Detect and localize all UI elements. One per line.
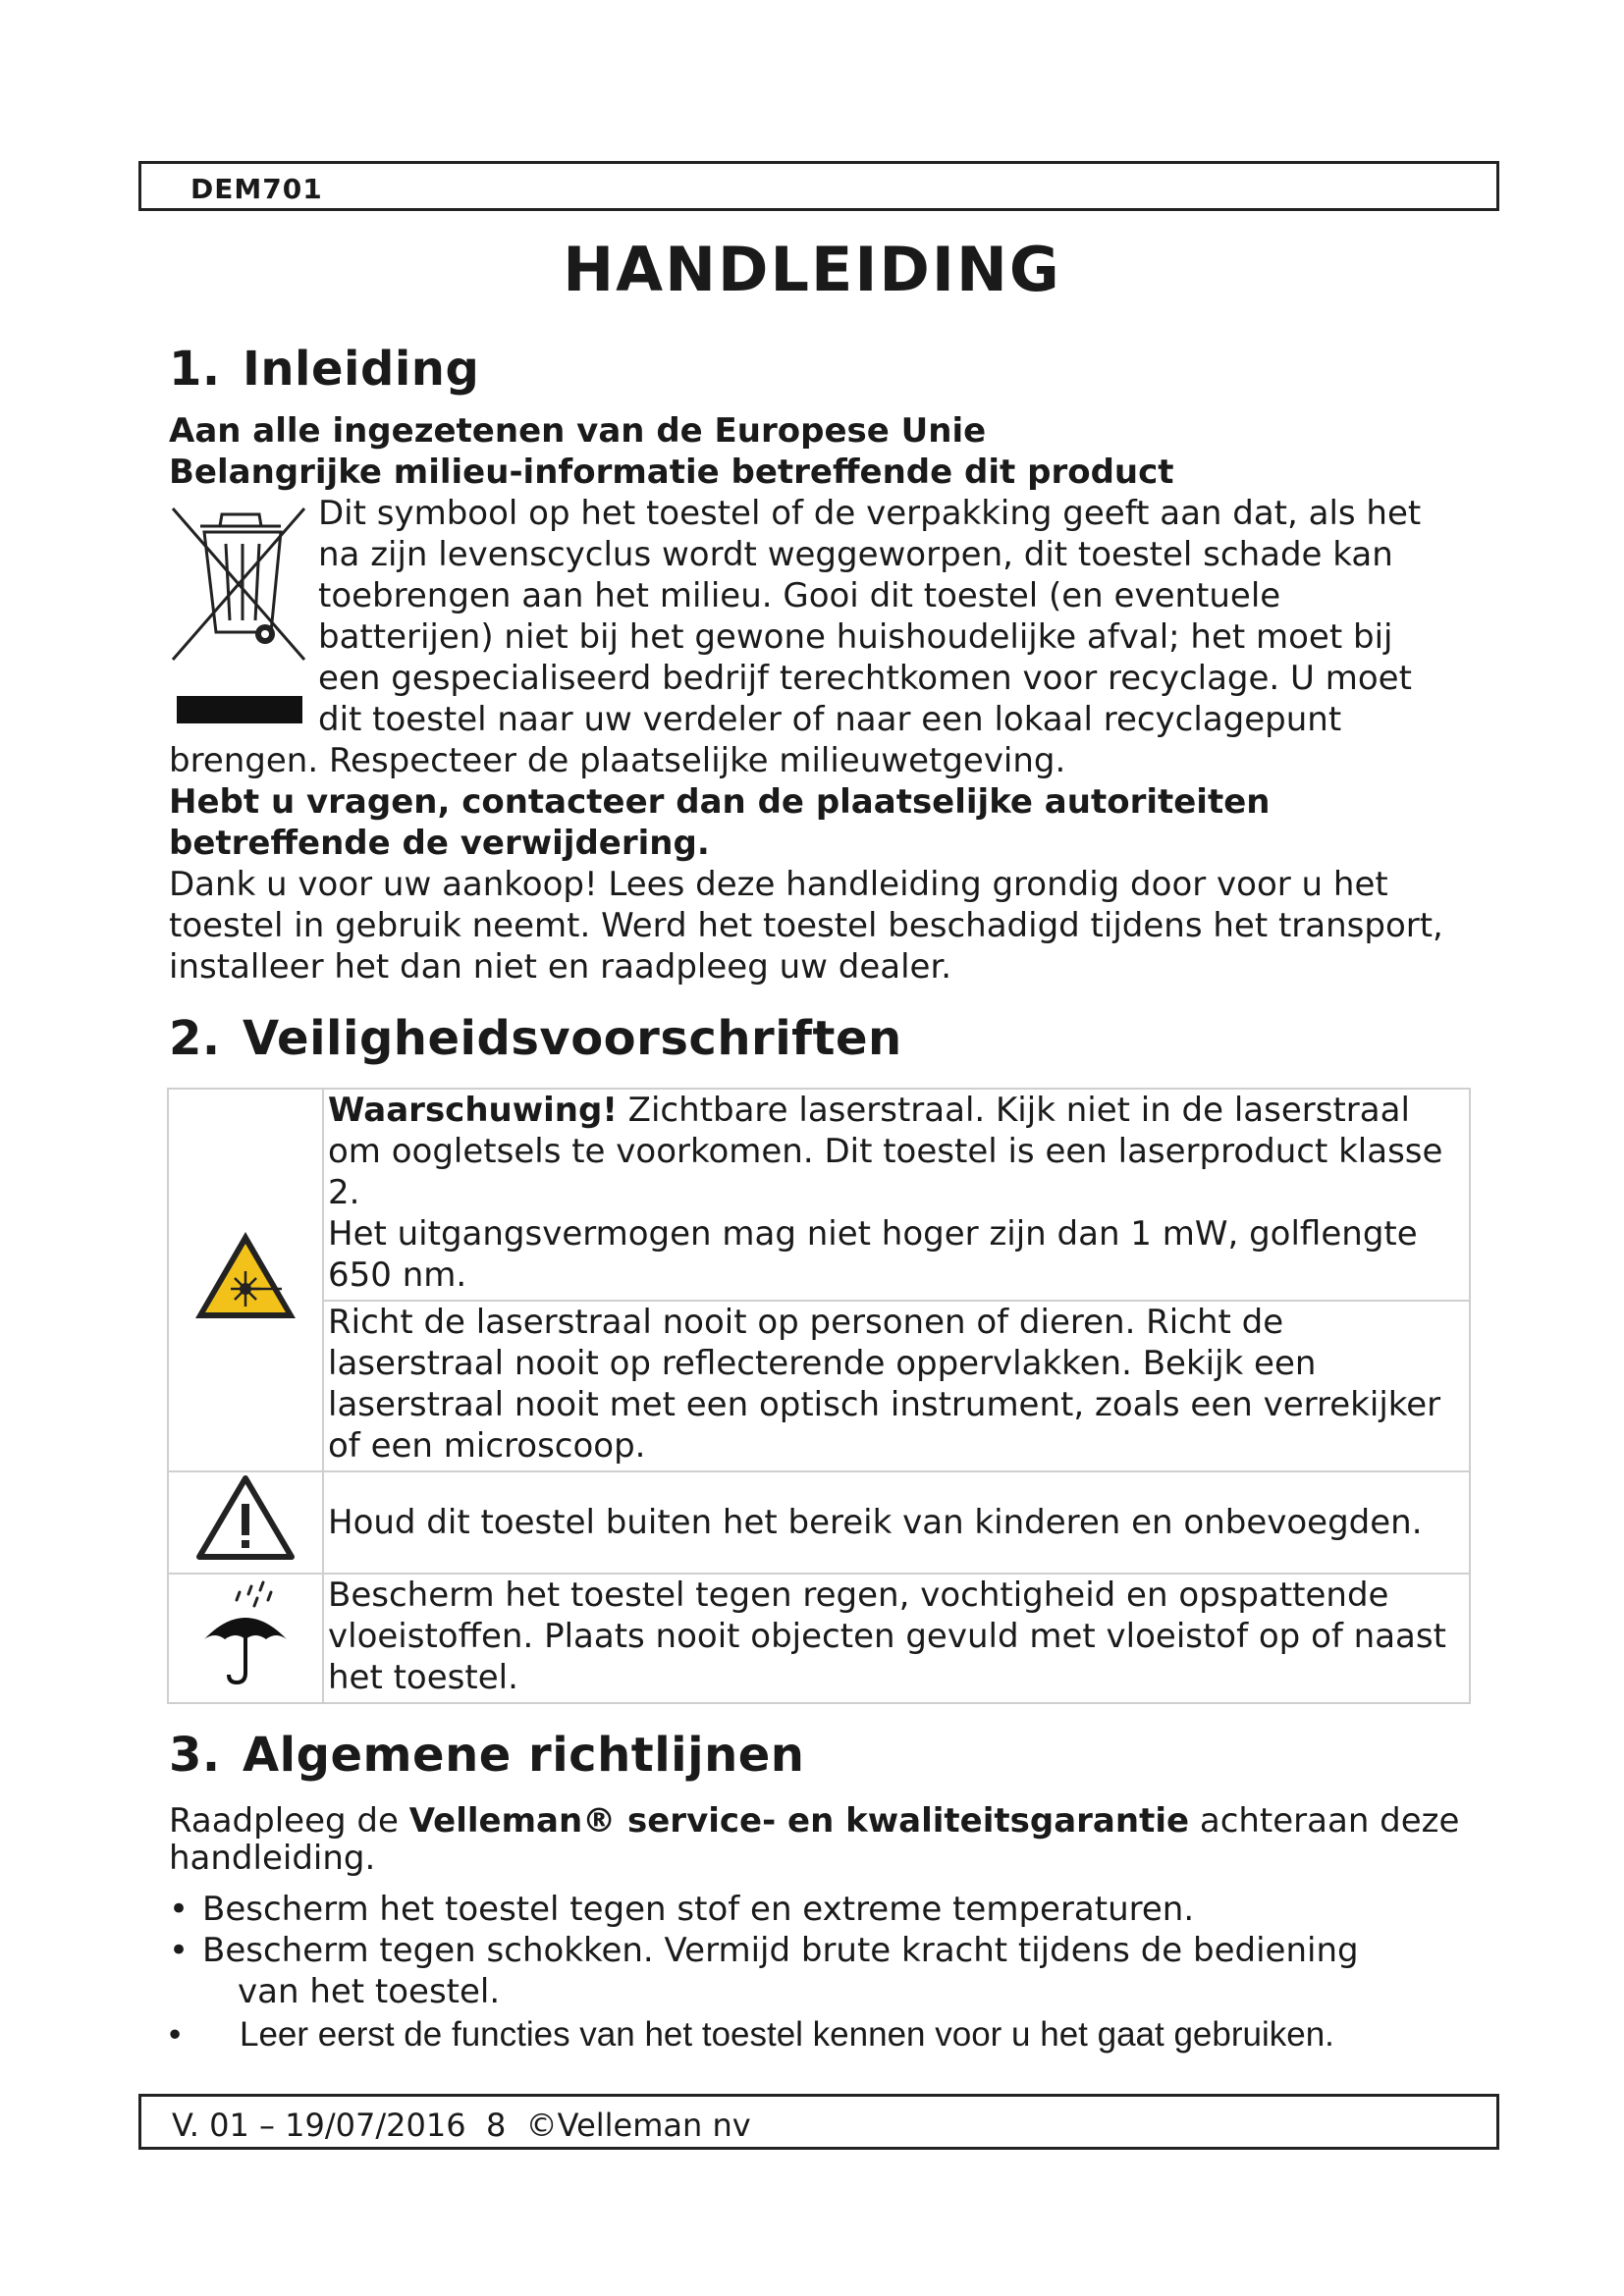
header-box [138, 161, 1499, 211]
weee-line: dit toestel naar uw verdeler of naar een lokaal recyclagepunt [318, 700, 1342, 739]
bullet-text: Leer eerst de functies van het toestel kennen voor u het gaat gebruiken. [240, 2015, 1334, 2054]
footer-text: V. 01 – 19/07/2016 8 ©Velleman nv [172, 2107, 751, 2144]
weee-line: batterijen) niet bij het gewone huishoudelijke afval; het moet bij [318, 617, 1393, 657]
caution-triangle-icon [193, 1472, 298, 1563]
consult-paragraph [169, 1802, 1465, 1877]
section-3-number: 3. [169, 1728, 221, 1783]
weee-paragraph [318, 493, 1447, 740]
questions-note: Hebt u vragen, contacteer dan de plaatselijke autoriteiten betreffende de verwijdering. [169, 782, 1271, 863]
weee-line: na zijn levenscyclus wordt weggeworpen, dit toestel schade kan [318, 535, 1393, 574]
laser-warning-cell [323, 1089, 1470, 1301]
warning-label: Waarschuwing! [328, 1091, 618, 1130]
aim-text: Richt de laserstraal nooit op personen of dieren. Richt de laserstraal nooit op reflecterende oppervlakken. Bekijk een laserstraal nooit met een optisch instrument, zoals een verrekijker of een microscoop. [328, 1303, 1441, 1466]
weee-tail: brengen. Respecteer de plaatselijke milieuwetgeving. [169, 741, 1066, 780]
section-3-heading [169, 1728, 804, 1783]
section-1-title: Inleiding [243, 342, 480, 397]
umbrella-icon-cell [168, 1574, 323, 1703]
list-item [169, 2014, 1359, 2056]
rain-cell [323, 1574, 1470, 1703]
safety-table [167, 1088, 1471, 1704]
eu-heading: Aan alle ingezetenen van de Europese Unie [169, 411, 987, 451]
children-text: Houd dit toestel buiten het bereik van kinderen en onbevoegden. [328, 1503, 1423, 1542]
document-title: HANDLEIDING [563, 234, 1061, 305]
laser-aim-cell [323, 1301, 1470, 1471]
crossed-out-wheelie-bin-icon [165, 503, 310, 728]
laser-icon-cell [168, 1089, 323, 1471]
guidelines-list [169, 1889, 1359, 2056]
weee-line: Dit symbool op het toestel of de verpakking geeft aan dat, als het [318, 494, 1422, 533]
section-1-number: 1. [169, 342, 221, 397]
section-2-title: Veiligheidsvoorschriften [243, 1011, 902, 1066]
list-item [169, 1930, 1359, 2012]
bullet-continuation: van het toestel. [238, 1972, 501, 2011]
consult-post: achteraan deze handleiding. [169, 1801, 1460, 1878]
list-item [169, 1889, 1359, 1930]
env-heading: Belangrijke milieu-informatie betreffende dit product [169, 453, 1174, 492]
weee-line: toebrengen aan het milieu. Gooi dit toestel (en eventuele [318, 576, 1281, 615]
footer-box [138, 2094, 1499, 2150]
section-2-heading [169, 1011, 902, 1066]
warning-text: Zichtbare laserstraal. Kijk niet in de laserstraal om oogletsels te voorkomen. Dit toestel is een laserproduct klasse 2. [328, 1091, 1443, 1212]
umbrella-rain-icon [196, 1578, 295, 1688]
model-code: DEM701 [190, 173, 323, 205]
velleman-guarantee-ref: Velleman® service- en kwaliteitsgarantie [408, 1801, 1190, 1841]
thanks-paragraph: Dank u voor uw aankoop! Lees deze handleiding grondig door voor u het toestel in gebruik neemt. Werd het toestel beschadigd tijdens het transport, installeer het dan niet en raadpleeg uw dealer. [169, 865, 1443, 987]
section-2-number: 2. [169, 1011, 221, 1066]
rain-text: Bescherm het toestel tegen regen, vochtigheid en opspattende vloeistoffen. Plaats nooit objecten gevuld met vloeistof op of naast het toestel. [328, 1575, 1446, 1697]
laser-warning-icon [191, 1228, 299, 1322]
weee-line: een gespecialiseerd bedrijf terechtkomen voor recyclage. U moet [318, 659, 1412, 698]
consult-pre: Raadpleeg de [169, 1801, 409, 1841]
section-3-title: Algemene richtlijnen [243, 1728, 805, 1783]
power-text: Het uitgangsvermogen mag niet hoger zijn dan 1 mW, golflengte 650 nm. [328, 1214, 1418, 1295]
section-1-heading [169, 342, 479, 397]
children-cell [323, 1471, 1470, 1574]
bullet-text: Bescherm tegen schokken. Vermijd brute kracht tijdens de bediening [202, 1931, 1359, 1970]
caution-icon-cell [168, 1471, 323, 1574]
bullet-text: Bescherm het toestel tegen stof en extreme temperaturen. [202, 1890, 1195, 1929]
